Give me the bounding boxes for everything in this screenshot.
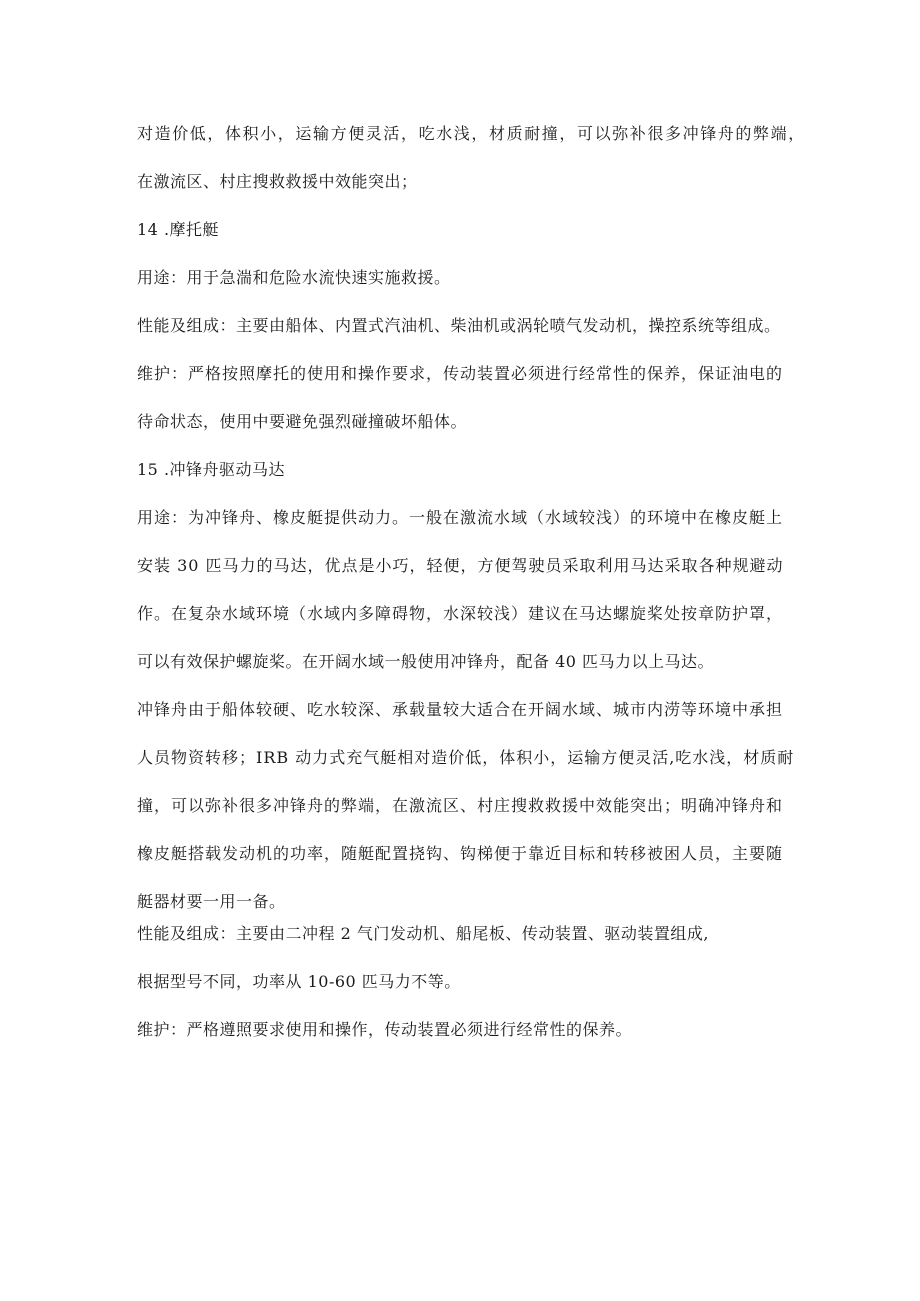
- text-line: 艇器材要一用一备。: [137, 892, 286, 911]
- text-line: 冲锋舟由于船体较硬、吃水较深、承载量较大适合在开阔水域、城市内涝等环境中承担: [137, 700, 784, 719]
- text-line: 性能及组成：主要由船体、内置式汽油机、柴油机或涡轮喷气发动机，操控系统等组成。: [137, 316, 781, 335]
- text-line: 用途：用于急湍和危险水流快速实施救援。: [137, 268, 451, 287]
- text-line: 维护：严格遵照要求使用和操作，传动装置必须进行经常性的保养。: [137, 1020, 633, 1039]
- text-line: 橡皮艇搭载发动机的功率，随艇配置挠钩、钩梯便于靠近目标和转移被困人员，主要随: [137, 844, 784, 863]
- text-line: 可以有效保护螺旋桨。在开阔水域一般使用冲锋舟，配备 40 匹马力以上马达。: [137, 652, 715, 671]
- text-line: 撞，可以弥补很多冲锋舟的弊端，在激流区、村庄搜救救援中效能突出；明确冲锋舟和: [137, 796, 784, 815]
- section-heading: 14 .摩托艇: [137, 220, 220, 239]
- text-line: 待命状态，使用中要避免强烈碰撞破坏船体。: [137, 412, 468, 431]
- text-line: 用途：为冲锋舟、橡皮艇提供动力。一般在激流水域（水域较浅）的环境中在橡皮艇上: [137, 508, 784, 527]
- text-line: 维护：严格按照摩托的使用和操作要求，传动装置必须进行经常性的保养，保证油电的: [137, 364, 784, 383]
- text-line: 在激流区、村庄搜救救援中效能突出；: [137, 172, 418, 191]
- text-line: 安装 30 匹马力的马达，优点是小巧，轻便，方便驾驶员采取利用马达采取各种规避动: [137, 556, 784, 575]
- text-line: 人员物资转移；IRB 动力式充气艇相对造价低，体积小，运输方便灵活,吃水浅，材质耐: [137, 748, 795, 767]
- text-line: 性能及组成：主要由二冲程 2 气门发动机、船尾板、传动装置、驱动装置组成,: [137, 924, 709, 943]
- text-line: 根据型号不同，功率从 10-60 匹马力不等。: [137, 972, 461, 991]
- text-line: 对造价低，体积小，运输方便灵活，吃水浅，材质耐撞，可以弥补很多冲锋舟的弊端，: [137, 124, 806, 143]
- section-heading: 15 .冲锋舟驱动马达: [137, 460, 286, 479]
- text-line: 作。在复杂水域环境（水域内多障碍物，水深较浅）建议在马达螺旋桨处按章防护罩，: [137, 604, 784, 623]
